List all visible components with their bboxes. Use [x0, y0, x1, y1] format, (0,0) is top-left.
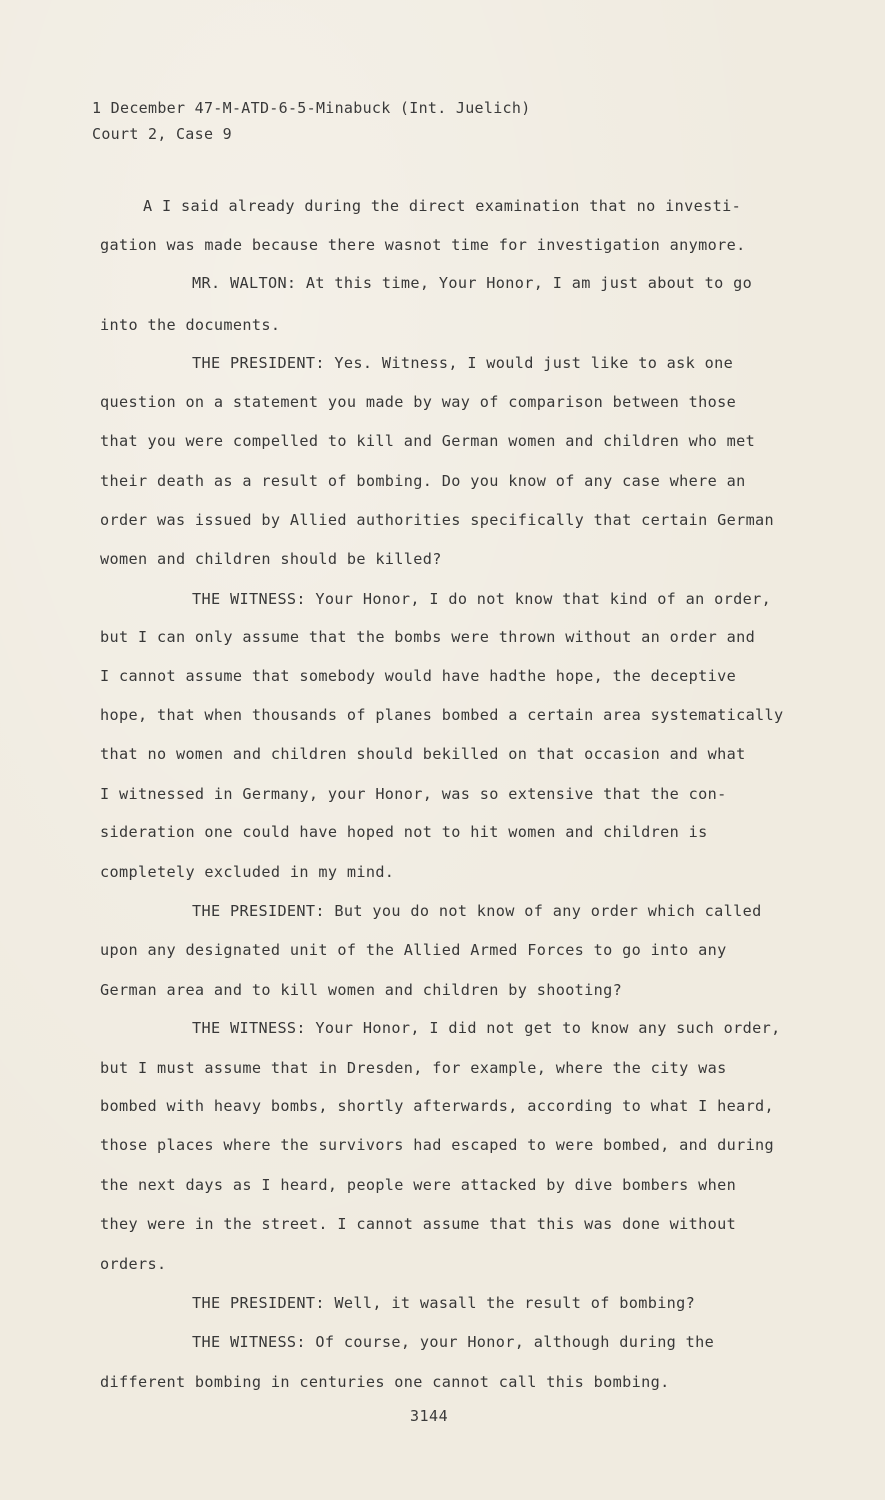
text-line: THE PRESIDENT: Yes. Witness, I would just like to ask one [192, 354, 734, 372]
text-line: THE PRESIDENT: But you do not know of any order which called [192, 902, 762, 920]
text-line: but I must assume that in Dresden, for example, where the city was [100, 1059, 727, 1077]
header-reference: 1 December 47-M-ATD-6-5-Minabuck (Int. Juelich) [92, 99, 531, 117]
text-line: but I can only assume that the bombs were thrown without an order and [100, 628, 756, 646]
text-line: I cannot assume that somebody would have hadthe hope, the deceptive [100, 667, 737, 685]
text-line: different bombing in centuries one cannot call this bombing. [100, 1373, 670, 1391]
text-line: bombed with heavy bombs, shortly afterwards, according to what I heard, [100, 1097, 775, 1115]
text-line: order was issued by Allied authorities specifically that certain German [100, 511, 775, 529]
text-line: that you were compelled to kill and German women and children who met [100, 432, 756, 450]
text-line: THE WITNESS: Your Honor, I do not know that kind of an order, [192, 590, 772, 608]
text-line: into the documents. [100, 316, 281, 334]
text-line: I witnessed in Germany, your Honor, was so extensive that the con- [100, 785, 727, 803]
text-line: sideration one could have hoped not to hit women and children is [100, 823, 708, 841]
text-line: they were in the street. I cannot assume that this was done without [100, 1215, 737, 1233]
page-number: 3144 [410, 1407, 449, 1425]
text-line: German area and to kill women and children by shooting? [100, 981, 623, 999]
text-line: A I said already during the direct examination that no investi- [143, 197, 742, 215]
text-line: completely excluded in my mind. [100, 863, 395, 881]
header-court-case: Court 2, Case 9 [92, 125, 232, 143]
text-line: those places where the survivors had escaped to were bombed, and during [100, 1136, 775, 1154]
text-line: their death as a result of bombing. Do you know of any case where an [100, 472, 746, 490]
text-line: orders. [100, 1255, 167, 1273]
text-line: MR. WALTON: At this time, Your Honor, I am just about to go [192, 274, 753, 292]
text-line: THE PRESIDENT: Well, it wasall the result of bombing? [192, 1294, 696, 1312]
text-line: gation was made because there wasnot time for investigation anymore. [100, 236, 746, 254]
text-line: THE WITNESS: Your Honor, I did not get to know any such order, [192, 1019, 781, 1037]
text-line: THE WITNESS: Of course, your Honor, although during the [192, 1333, 715, 1351]
text-line: that no women and children should bekilled on that occasion and what [100, 745, 746, 763]
text-line: women and children should be killed? [100, 550, 442, 568]
text-line: question on a statement you made by way of comparison between those [100, 393, 737, 411]
text-line: upon any designated unit of the Allied Armed Forces to go into any [100, 941, 727, 959]
text-line: hope, that when thousands of planes bombed a certain area systematically [100, 706, 784, 724]
text-line: the next days as I heard, people were attacked by dive bombers when [100, 1176, 737, 1194]
